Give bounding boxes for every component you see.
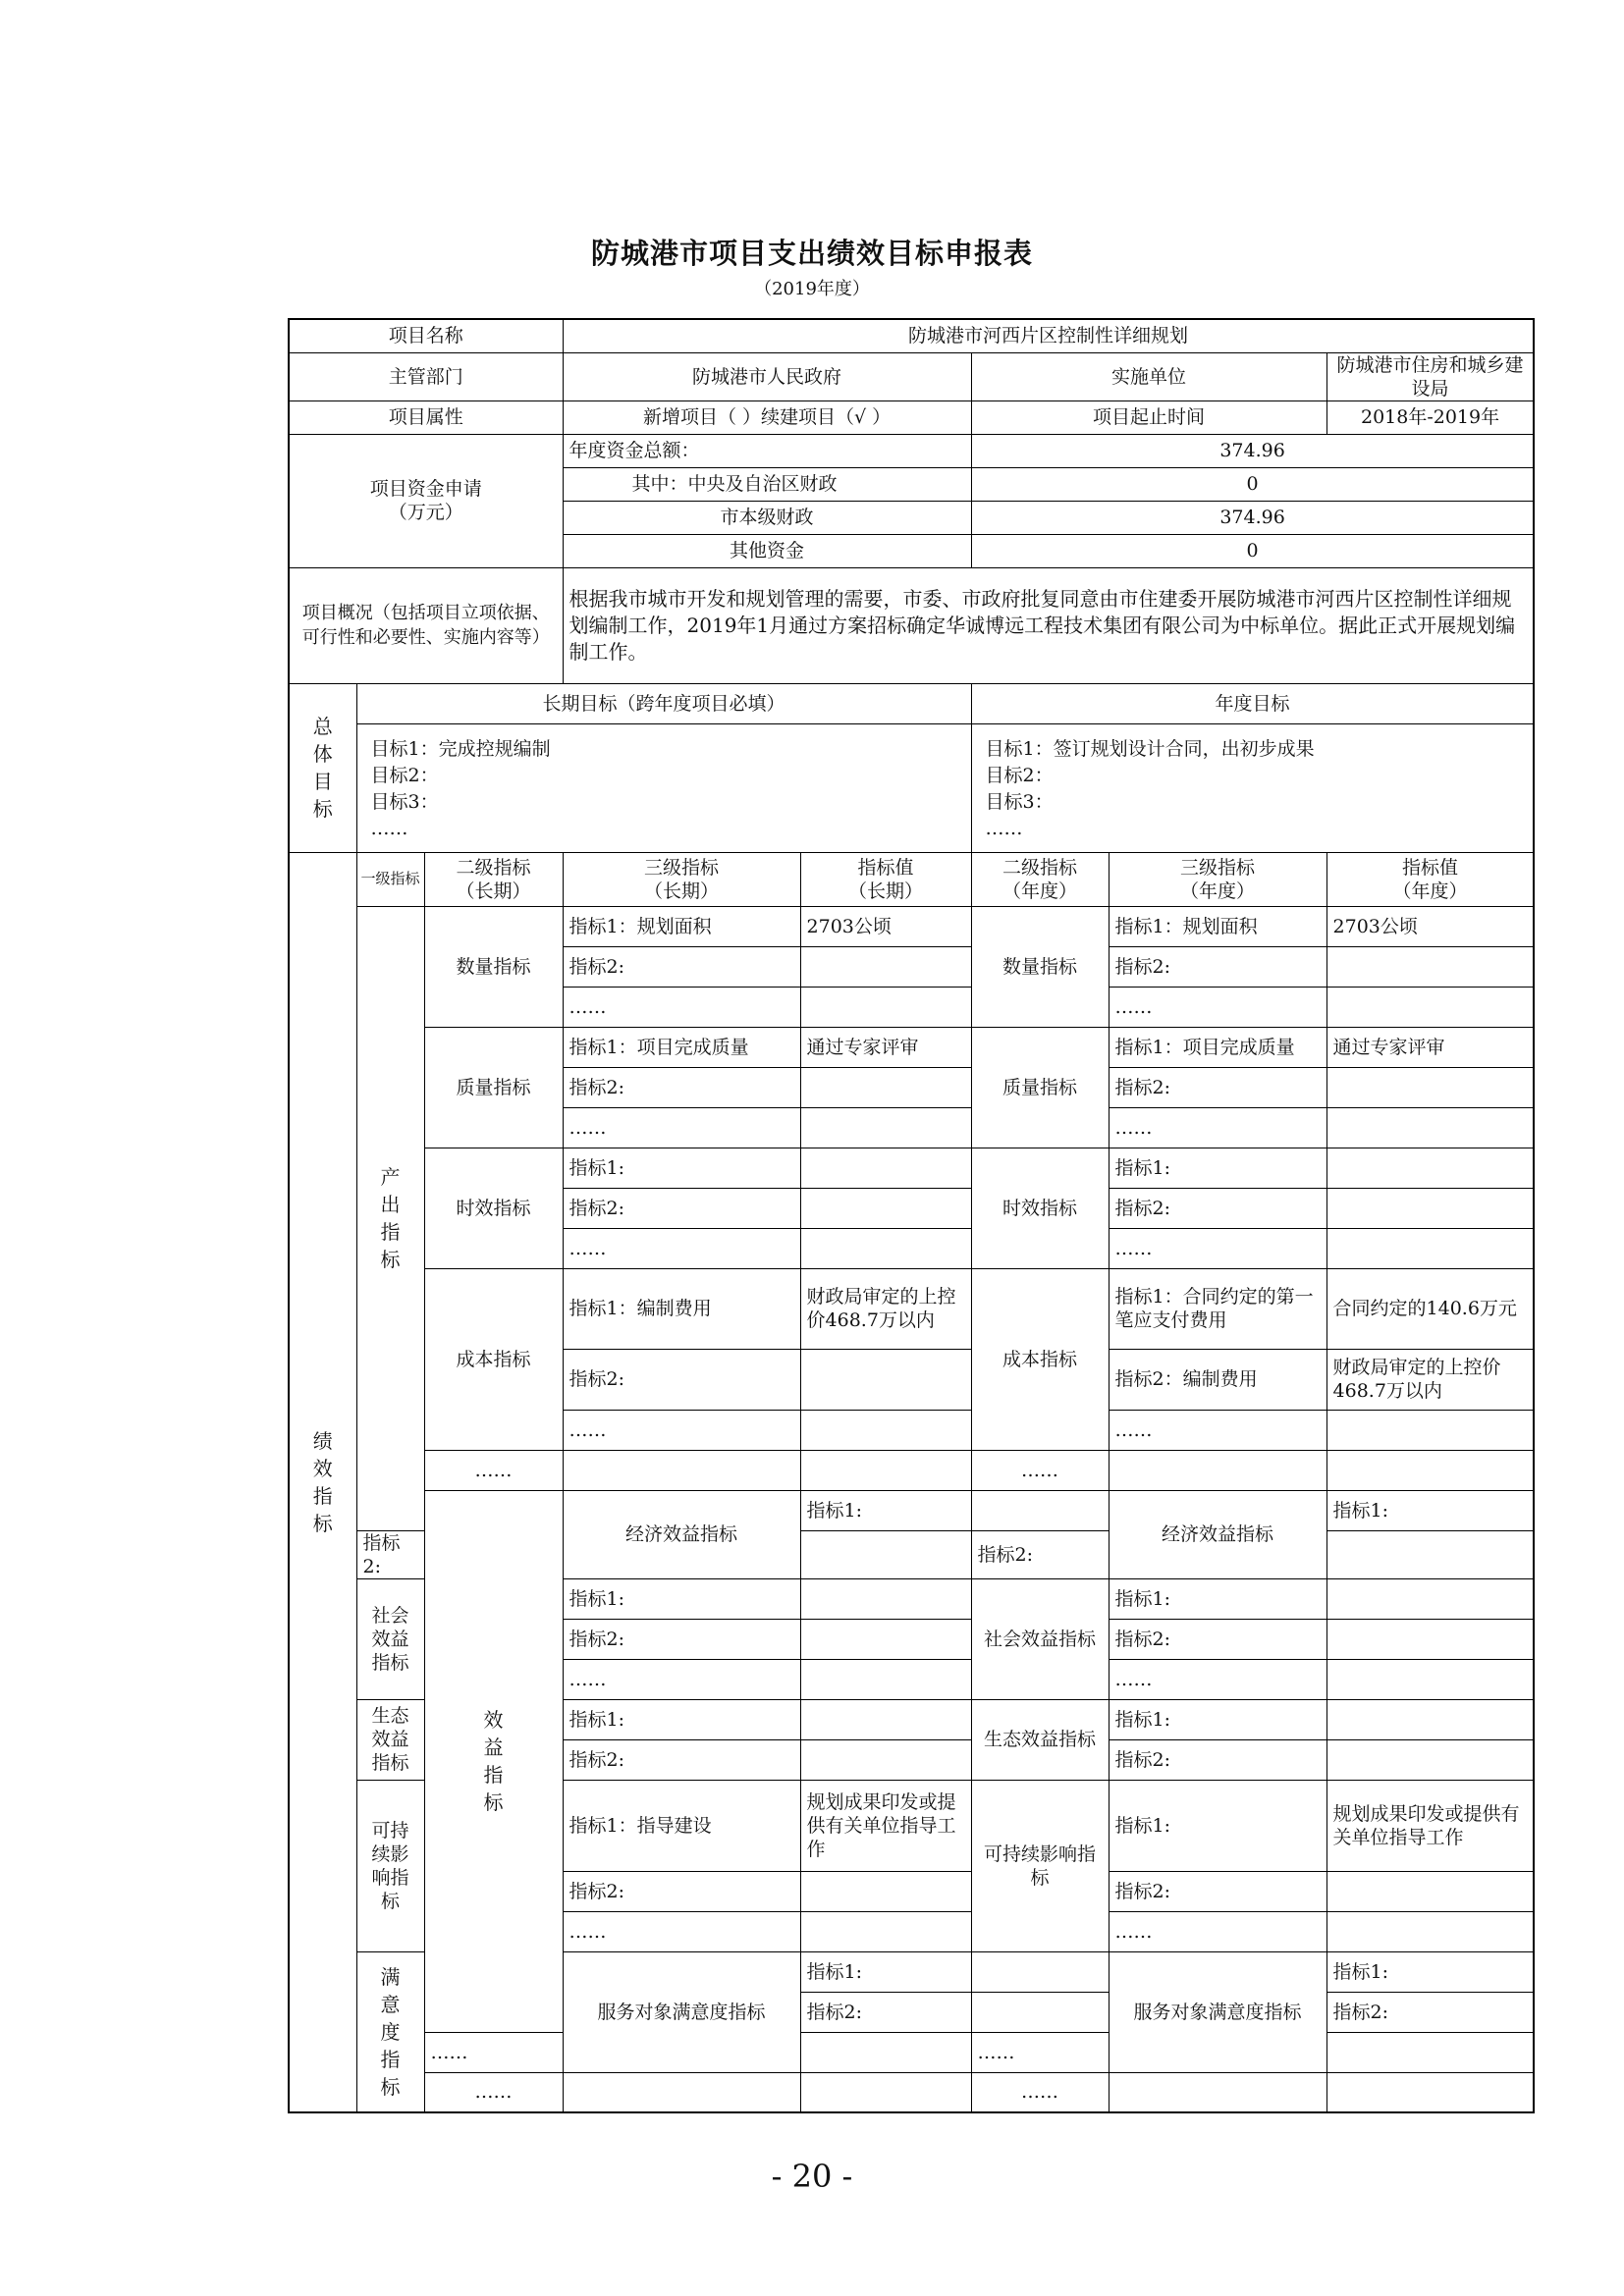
- social-label-long: 社会效益指标: [356, 1578, 424, 1699]
- quality-l3-2: 指标2:: [563, 1067, 800, 1107]
- funds-other-label: 其他资金: [563, 534, 971, 567]
- header-level2-year: 二级指标 （年度）: [971, 852, 1109, 906]
- cost-l3-1: 指标1：编制费用: [563, 1268, 800, 1349]
- quality-y3-2: 指标2:: [1109, 1067, 1326, 1107]
- economic-v-1: [971, 1490, 1109, 1530]
- timeliness-v-1: [800, 1148, 971, 1188]
- timeliness-v-2: [800, 1188, 971, 1228]
- sustain-label-long: 可持续影响指标: [356, 1780, 424, 1951]
- output-more-year: ……: [971, 1450, 1109, 1490]
- quality-v-3: [800, 1107, 971, 1148]
- quantity-yv-1: 2703公顷: [1326, 906, 1534, 946]
- attr-label: 项目属性: [289, 400, 563, 434]
- satisfaction-more-year: ……: [971, 2072, 1109, 2112]
- service-v-2: [971, 1992, 1109, 2032]
- sustain-yv-2: [1326, 1871, 1534, 1911]
- sustain-l3-1: 指标1：指导建设: [563, 1780, 800, 1871]
- quantity-label-year: 数量指标: [971, 906, 1109, 1027]
- social-v-3: [800, 1659, 971, 1699]
- cost-label-year: 成本指标: [971, 1268, 1109, 1450]
- sustain-yv-1: 规划成果印发或提供有关单位指导工作: [1326, 1780, 1534, 1871]
- cost-l3-2: 指标2:: [563, 1349, 800, 1410]
- performance-target-table: [288, 318, 1535, 2113]
- quantity-y3-1: 指标1：规划面积: [1109, 906, 1326, 946]
- funds-central-label: 其中：中央及自治区财政: [563, 467, 971, 501]
- output-more-long: ……: [424, 1450, 563, 1490]
- cost-yv-3: [1326, 1410, 1534, 1450]
- quality-v-1: 通过专家评审: [800, 1027, 971, 1067]
- ecological-v-1: [800, 1699, 971, 1739]
- cost-v-3: [800, 1410, 971, 1450]
- ecological-yv-1: [1326, 1699, 1534, 1739]
- ecological-l3-1: 指标1:: [563, 1699, 800, 1739]
- satisfaction-more-l3: [563, 2072, 800, 2112]
- overview-text: 根据我市城市开发和规划管理的需要，市委、市政府批复同意由市住建委开展防城港市河西片区控制性详细规划编制工作，2019年1月通过方案招标确定华诚博远工程技术集团有限公司为中标单位。据此正式开展规划编制工作。: [563, 567, 1534, 683]
- cost-label-long: 成本指标: [424, 1268, 563, 1450]
- sustain-y3-2: 指标2:: [1109, 1871, 1326, 1911]
- quantity-v-1: 2703公顷: [800, 906, 971, 946]
- quality-yv-1: 通过专家评审: [1326, 1027, 1534, 1067]
- quality-l3-1: 指标1：项目完成质量: [563, 1027, 800, 1067]
- economic-label-long: 经济效益指标: [563, 1490, 800, 1578]
- quantity-yv-2: [1326, 946, 1534, 987]
- cost-v-1: 财政局审定的上控价468.7万以内: [800, 1268, 971, 1349]
- sustain-l3-3: ……: [563, 1911, 800, 1951]
- economic-yv-2: [1326, 1530, 1534, 1578]
- long-goal-text: 目标1：完成控规编制 目标2： 目标3： ……: [356, 723, 971, 852]
- funds-total-label: 年度资金总额：: [563, 434, 971, 467]
- social-y3-2: 指标2:: [1109, 1619, 1326, 1659]
- output-indicators-label: 产出指标: [356, 906, 424, 1530]
- output-more-y3: [1109, 1450, 1326, 1490]
- social-yv-2: [1326, 1619, 1534, 1659]
- economic-y3-2: 指标2:: [971, 1530, 1109, 1578]
- header-level2-long: 二级指标 （长期）: [424, 852, 563, 906]
- sustain-yv-3: [1326, 1911, 1534, 1951]
- satisfaction-indicators-label: 满意度指标: [356, 1951, 424, 2112]
- ecological-label-long: 生态效益指标: [356, 1699, 424, 1780]
- social-label-year: 社会效益指标: [971, 1578, 1109, 1699]
- timeliness-yv-2: [1326, 1188, 1534, 1228]
- social-yv-1: [1326, 1578, 1534, 1619]
- social-y3-3: ……: [1109, 1659, 1326, 1699]
- ecological-y3-2: 指标2:: [1109, 1739, 1326, 1780]
- quantity-label-long: 数量指标: [424, 906, 563, 1027]
- quality-y3-1: 指标1：项目完成质量: [1109, 1027, 1326, 1067]
- cost-l3-3: ……: [563, 1410, 800, 1450]
- funds-label: 项目资金申请 （万元）: [289, 434, 563, 567]
- funds-other-value: 0: [971, 534, 1534, 567]
- benefit-indicators-label: 效益指标: [424, 1490, 563, 2032]
- timeliness-y3-2: 指标2:: [1109, 1188, 1326, 1228]
- quality-label-year: 质量指标: [971, 1027, 1109, 1148]
- quality-yv-3: [1326, 1107, 1534, 1148]
- timeliness-y3-3: ……: [1109, 1228, 1326, 1268]
- quality-v-2: [800, 1067, 971, 1107]
- social-v-1: [800, 1578, 971, 1619]
- social-v-2: [800, 1619, 971, 1659]
- sustain-label-year: 可持续影响指标: [971, 1780, 1109, 1951]
- output-more-yv: [1326, 1450, 1534, 1490]
- quantity-v-3: [800, 987, 971, 1027]
- economic-label-year: 经济效益指标: [1109, 1490, 1326, 1578]
- service-l3-2: 指标2:: [800, 1992, 971, 2032]
- header-value-year: 指标值 （年度）: [1326, 852, 1534, 906]
- service-yv-3: [1326, 2032, 1534, 2072]
- quantity-l3-2: 指标2:: [563, 946, 800, 987]
- satisfaction-more-long: ……: [424, 2072, 563, 2112]
- overall-goals-label: 总体目标: [289, 683, 356, 852]
- attr-value: 新增项目（ ）续建项目（√ ）: [563, 400, 971, 434]
- social-l3-3: ……: [563, 1659, 800, 1699]
- service-y3-3: ……: [971, 2032, 1109, 2072]
- quantity-y3-3: ……: [1109, 987, 1326, 1027]
- annual-goal-header: 年度目标: [971, 683, 1534, 723]
- project-name-label: 项目名称: [289, 319, 563, 352]
- quality-l3-3: ……: [563, 1107, 800, 1148]
- header-level3-year: 三级指标 （年度）: [1109, 852, 1326, 906]
- quantity-v-2: [800, 946, 971, 987]
- indicators-label: 绩效指标: [289, 852, 356, 2112]
- economic-y3-1: 指标1:: [1326, 1490, 1534, 1530]
- funds-city-label: 市本级财政: [563, 501, 971, 534]
- quality-y3-3: ……: [1109, 1107, 1326, 1148]
- social-yv-3: [1326, 1659, 1534, 1699]
- sustain-y3-3: ……: [1109, 1911, 1326, 1951]
- annual-goal-text: 目标1：签订规划设计合同，出初步成果 目标2： 目标3： ……: [971, 723, 1534, 852]
- quality-label-long: 质量指标: [424, 1027, 563, 1148]
- cost-yv-2: 财政局审定的上控价468.7万以内: [1326, 1349, 1534, 1410]
- economic-v-2: [800, 1530, 971, 1578]
- timeliness-l3-1: 指标1:: [563, 1148, 800, 1188]
- sustain-y3-1: 指标1:: [1109, 1780, 1326, 1871]
- funds-total-value: 374.96: [971, 434, 1534, 467]
- page-subtitle: （2019年度）: [754, 279, 870, 299]
- period-value: 2018年-2019年: [1326, 400, 1534, 434]
- cost-y3-1: 指标1：合同约定的第一笔应支付费用: [1109, 1268, 1326, 1349]
- period-label: 项目起止时间: [971, 400, 1326, 434]
- service-label-long: 服务对象满意度指标: [563, 1951, 800, 2072]
- long-goal-header: 长期目标（跨年度项目必填）: [356, 683, 971, 723]
- funds-central-value: 0: [971, 467, 1534, 501]
- ecological-yv-2: [1326, 1739, 1534, 1780]
- social-l3-2: 指标2:: [563, 1619, 800, 1659]
- quality-yv-2: [1326, 1067, 1534, 1107]
- page-number: - 20 -: [771, 2158, 853, 2195]
- quantity-l3-1: 指标1：规划面积: [563, 906, 800, 946]
- timeliness-yv-1: [1326, 1148, 1534, 1188]
- timeliness-y3-1: 指标1:: [1109, 1148, 1326, 1188]
- quantity-y3-2: 指标2:: [1109, 946, 1326, 987]
- timeliness-label-year: 时效指标: [971, 1148, 1109, 1268]
- timeliness-v-3: [800, 1228, 971, 1268]
- quantity-yv-3: [1326, 987, 1534, 1027]
- ecological-l3-2: 指标2:: [563, 1739, 800, 1780]
- service-v-1: [971, 1951, 1109, 1992]
- cost-y3-3: ……: [1109, 1410, 1326, 1450]
- satisfaction-more-v: [800, 2072, 971, 2112]
- sustain-v-2: [800, 1871, 971, 1911]
- header-value-long: 指标值 （长期）: [800, 852, 971, 906]
- service-y3-2: 指标2:: [1326, 1992, 1534, 2032]
- page-title: 防城港市项目支出绩效目标申报表: [590, 237, 1033, 270]
- timeliness-yv-3: [1326, 1228, 1534, 1268]
- service-l3-3: ……: [424, 2032, 563, 2072]
- ecological-y3-1: 指标1:: [1109, 1699, 1326, 1739]
- service-label-year: 服务对象满意度指标: [1109, 1951, 1326, 2072]
- service-l3-1: 指标1:: [800, 1951, 971, 1992]
- output-more-v: [800, 1450, 971, 1490]
- dept-value: 防城港市人民政府: [563, 352, 971, 400]
- sustain-l3-2: 指标2:: [563, 1871, 800, 1911]
- ecological-label-year: 生态效益指标: [971, 1699, 1109, 1780]
- sustain-v-1: 规划成果印发或提供有关单位指导工作: [800, 1780, 971, 1871]
- satisfaction-more-yv: [1326, 2072, 1534, 2112]
- cost-v-2: [800, 1349, 971, 1410]
- quantity-l3-3: ……: [563, 987, 800, 1027]
- impl-label: 实施单位: [971, 352, 1326, 400]
- sustain-v-3: [800, 1911, 971, 1951]
- timeliness-l3-2: 指标2:: [563, 1188, 800, 1228]
- impl-value: 防城港市住房和城乡建设局: [1326, 352, 1534, 400]
- project-name-value: 防城港市河西片区控制性详细规划: [563, 319, 1534, 352]
- overview-label: 项目概况（包括项目立项依据、可行性和必要性、实施内容等）: [289, 567, 563, 683]
- header-level1: 一级指标: [356, 852, 424, 906]
- dept-label: 主管部门: [289, 352, 563, 400]
- timeliness-label-long: 时效指标: [424, 1148, 563, 1268]
- funds-city-value: 374.96: [971, 501, 1534, 534]
- timeliness-l3-3: ……: [563, 1228, 800, 1268]
- service-v-3: [800, 2032, 971, 2072]
- header-level3-long: 三级指标 （长期）: [563, 852, 800, 906]
- social-y3-1: 指标1:: [1109, 1578, 1326, 1619]
- service-y3-1: 指标1:: [1326, 1951, 1534, 1992]
- output-more-l3: [563, 1450, 800, 1490]
- economic-l3-2: 指标2:: [356, 1530, 424, 1578]
- economic-l3-1: 指标1:: [800, 1490, 971, 1530]
- cost-yv-1: 合同约定的140.6万元: [1326, 1268, 1534, 1349]
- social-l3-1: 指标1:: [563, 1578, 800, 1619]
- satisfaction-more-y3: [1109, 2072, 1326, 2112]
- ecological-v-2: [800, 1739, 971, 1780]
- cost-y3-2: 指标2：编制费用: [1109, 1349, 1326, 1410]
